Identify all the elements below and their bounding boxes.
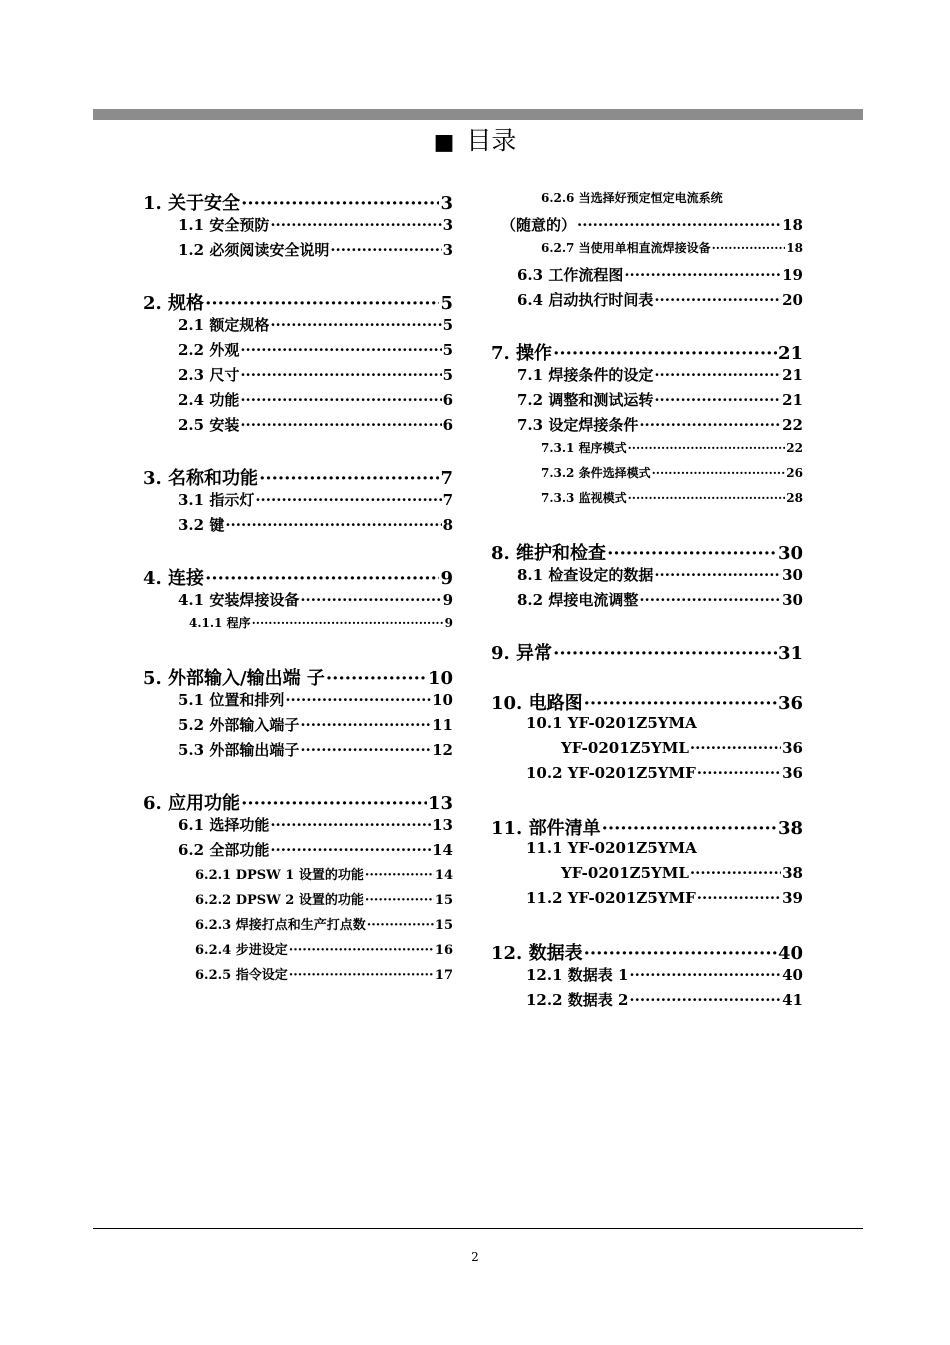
toc-entry[interactable] bbox=[143, 214, 453, 239]
dot-leader bbox=[300, 741, 431, 759]
toc-entry-title: 8.1 检查设定的数据 bbox=[517, 566, 654, 584]
toc-entry-page: 19 bbox=[782, 266, 803, 284]
toc-entry-title: 12. 数据表 bbox=[491, 943, 583, 964]
toc-entry[interactable] bbox=[491, 739, 803, 764]
toc-entry-page: 3 bbox=[442, 216, 453, 234]
toc-entry[interactable] bbox=[491, 889, 803, 914]
dot-leader bbox=[654, 366, 781, 384]
dot-leader bbox=[270, 816, 431, 834]
toc-entry-title: 12.1 数据表 1 bbox=[526, 966, 629, 984]
toc-entry-title: 6.2.6 当选择好预定恒定电流系统 bbox=[541, 191, 723, 205]
toc-right-column bbox=[491, 189, 803, 1014]
toc-entry-page: 21 bbox=[782, 366, 803, 384]
dot-leader bbox=[326, 668, 427, 689]
toc-entry-page: 8 bbox=[442, 516, 453, 534]
dot-leader bbox=[624, 266, 781, 284]
toc-entry[interactable] bbox=[143, 239, 453, 264]
toc-entry[interactable] bbox=[491, 839, 803, 864]
toc-gap bbox=[491, 664, 803, 689]
toc-entry-page: 40 bbox=[782, 966, 803, 984]
toc-entry-title: 7.3.1 程序模式 bbox=[541, 441, 627, 455]
dot-leader bbox=[330, 241, 441, 259]
toc-entry[interactable] bbox=[491, 464, 803, 489]
toc-entry[interactable] bbox=[143, 889, 453, 914]
toc-entry[interactable] bbox=[491, 439, 803, 464]
dot-leader bbox=[241, 793, 427, 814]
toc-entry-page: 15 bbox=[434, 893, 453, 908]
toc-entry-title: 11.2 YF-0201Z5YMF bbox=[526, 889, 696, 907]
toc-entry[interactable] bbox=[491, 964, 803, 989]
toc-entry-page: 14 bbox=[434, 868, 453, 883]
dot-leader bbox=[690, 739, 781, 757]
toc-entry-page: 38 bbox=[782, 864, 803, 882]
toc-entry-title: 10.1 YF-0201Z5YMA bbox=[526, 714, 697, 732]
toc-entry-page: 36 bbox=[782, 764, 803, 782]
dot-leader bbox=[255, 491, 441, 509]
toc-entry-title: 5.1 位置和排列 bbox=[178, 691, 285, 709]
dot-leader bbox=[628, 441, 786, 455]
toc-entry[interactable] bbox=[143, 614, 453, 639]
toc-entry[interactable] bbox=[143, 489, 453, 514]
toc-entry-page: 18 bbox=[786, 241, 803, 255]
toc-entry-title: 5. 外部输入/输出端 子 bbox=[143, 668, 325, 689]
toc-entry[interactable] bbox=[143, 314, 453, 339]
dot-leader bbox=[584, 943, 777, 964]
toc-entry[interactable] bbox=[491, 364, 803, 389]
toc-entry-title: 4.1 安装焊接设备 bbox=[178, 591, 300, 609]
toc-entry[interactable] bbox=[491, 489, 803, 514]
dot-leader bbox=[584, 693, 777, 714]
toc-entry[interactable] bbox=[491, 689, 803, 714]
toc-entry-page: 30 bbox=[782, 591, 803, 609]
toc-entry-title: YF-0201Z5YML bbox=[561, 864, 689, 882]
toc-entry-title: 3. 名称和功能 bbox=[143, 468, 259, 489]
toc-entry-page: 9 bbox=[444, 616, 453, 630]
dot-leader bbox=[712, 241, 786, 255]
toc-gap bbox=[491, 914, 803, 939]
toc-gap bbox=[143, 639, 453, 664]
dot-leader bbox=[577, 216, 781, 234]
dot-leader bbox=[289, 968, 434, 983]
toc-entry-title: 3.2 键 bbox=[178, 516, 225, 534]
footer-rule bbox=[93, 1228, 863, 1229]
dot-leader bbox=[697, 889, 781, 907]
toc-entry[interactable] bbox=[143, 464, 453, 489]
toc-entry[interactable] bbox=[491, 389, 803, 414]
toc-entry[interactable] bbox=[143, 514, 453, 539]
toc-entry[interactable] bbox=[491, 214, 803, 239]
toc-entry-title: 6.3 工作流程图 bbox=[517, 266, 624, 284]
toc-entry-page: 36 bbox=[777, 693, 803, 714]
dot-leader bbox=[300, 591, 441, 609]
toc-entry-title: 9. 异常 bbox=[491, 643, 553, 664]
toc-entry-title: 6.2.2 DPSW 2 设置的功能 bbox=[195, 893, 364, 908]
toc-entry-page: 22 bbox=[782, 416, 803, 434]
toc-entry-page: 30 bbox=[777, 543, 803, 564]
toc-entry-page: 7 bbox=[440, 468, 453, 489]
toc-entry-page: 3 bbox=[442, 241, 453, 259]
toc-entry[interactable] bbox=[491, 989, 803, 1014]
toc-entry-page: 40 bbox=[777, 943, 803, 964]
dot-leader bbox=[652, 466, 786, 480]
dot-leader bbox=[697, 764, 781, 782]
toc-entry[interactable] bbox=[143, 664, 453, 689]
dot-leader bbox=[252, 616, 444, 630]
toc-entry-page: 20 bbox=[782, 291, 803, 309]
toc-entry-title: YF-0201Z5YML bbox=[561, 739, 689, 757]
dot-leader bbox=[300, 716, 431, 734]
toc-entry-page: 5 bbox=[442, 341, 453, 359]
toc-entry[interactable] bbox=[143, 714, 453, 739]
toc-entry-page: 36 bbox=[782, 739, 803, 757]
toc-entry-page: 41 bbox=[782, 991, 803, 1009]
toc-entry-title: 1. 关于安全 bbox=[143, 193, 241, 214]
dot-leader bbox=[241, 193, 439, 214]
toc-gap bbox=[491, 514, 803, 539]
toc-entry-title: 2.2 外观 bbox=[178, 341, 240, 359]
toc-entry[interactable] bbox=[143, 289, 453, 314]
toc-entry[interactable] bbox=[143, 689, 453, 714]
dot-leader bbox=[259, 468, 439, 489]
dot-leader bbox=[367, 918, 434, 933]
page-number: 2 bbox=[471, 1250, 479, 1264]
toc-entry[interactable] bbox=[143, 589, 453, 614]
dot-leader bbox=[285, 691, 431, 709]
toc-entry-page: 39 bbox=[782, 889, 803, 907]
toc-entry-page: 12 bbox=[432, 741, 453, 759]
square-bullet-icon: ■ bbox=[433, 130, 455, 155]
dot-leader bbox=[629, 991, 781, 1009]
toc-entry-title: 4. 连接 bbox=[143, 568, 205, 589]
toc-entry-title: 7.1 焊接条件的设定 bbox=[517, 366, 654, 384]
toc-entry-page: 6 bbox=[442, 391, 453, 409]
toc-entry-title: 5.2 外部输入端子 bbox=[178, 716, 300, 734]
dot-leader bbox=[607, 543, 777, 564]
dot-leader bbox=[270, 216, 441, 234]
toc-entry-page: 26 bbox=[786, 466, 803, 480]
dot-leader bbox=[270, 841, 431, 859]
dot-leader bbox=[365, 868, 434, 883]
toc-entry[interactable] bbox=[143, 564, 453, 589]
dot-leader bbox=[553, 343, 777, 364]
toc-entry-title: 11.1 YF-0201Z5YMA bbox=[526, 839, 697, 857]
dot-leader bbox=[240, 366, 441, 384]
toc-entry[interactable] bbox=[143, 414, 453, 439]
toc-entry-title: 8.2 焊接电流调整 bbox=[517, 591, 639, 609]
toc-gap bbox=[491, 614, 803, 639]
toc-entry-page: 6 bbox=[442, 416, 453, 434]
dot-leader bbox=[629, 966, 781, 984]
title-text: 目录 bbox=[466, 126, 517, 155]
toc-entry[interactable] bbox=[143, 864, 453, 889]
toc-gap bbox=[143, 764, 453, 789]
toc-entry-page: 5 bbox=[440, 293, 453, 314]
dot-leader bbox=[240, 416, 441, 434]
toc-entry-title: 2.1 额定规格 bbox=[178, 316, 270, 334]
toc-entry[interactable] bbox=[143, 939, 453, 964]
toc-entry-title: 7. 操作 bbox=[491, 343, 553, 364]
dot-leader bbox=[628, 491, 786, 505]
toc-entry[interactable] bbox=[143, 339, 453, 364]
toc-entry[interactable] bbox=[143, 839, 453, 864]
dot-leader bbox=[639, 591, 781, 609]
toc-entry-title: 7.2 调整和测试运转 bbox=[517, 391, 654, 409]
toc-entry-title: 6.1 选择功能 bbox=[178, 816, 270, 834]
toc-entry[interactable] bbox=[491, 189, 803, 214]
toc-entry-title: 10. 电路图 bbox=[491, 693, 583, 714]
toc-entry-title: 10.2 YF-0201Z5YMF bbox=[526, 764, 696, 782]
toc-entry[interactable] bbox=[491, 414, 803, 439]
toc-gap bbox=[491, 314, 803, 339]
dot-leader bbox=[270, 316, 441, 334]
toc-entry-title: （随意的） bbox=[501, 216, 577, 234]
toc-entry-title: 11. 部件清单 bbox=[491, 818, 601, 839]
toc-entry-title: 4.1.1 程序 bbox=[189, 616, 251, 630]
toc-entry[interactable] bbox=[143, 789, 453, 814]
dot-leader bbox=[289, 943, 434, 958]
dot-leader bbox=[654, 566, 781, 584]
toc-entry-page: 5 bbox=[442, 366, 453, 384]
toc-entry-page: 16 bbox=[434, 943, 453, 958]
toc-entry-title: 7.3 设定焊接条件 bbox=[517, 416, 639, 434]
toc-entry-page: 13 bbox=[427, 793, 453, 814]
toc-entry-page: 21 bbox=[782, 391, 803, 409]
toc-entry-page: 38 bbox=[777, 818, 803, 839]
toc-entry[interactable] bbox=[143, 914, 453, 939]
toc-entry-page: 30 bbox=[782, 566, 803, 584]
toc-entry-page: 9 bbox=[440, 568, 453, 589]
dot-leader bbox=[365, 893, 434, 908]
toc-left-column bbox=[143, 189, 453, 989]
toc-gap bbox=[143, 539, 453, 564]
toc-entry-page: 14 bbox=[432, 841, 453, 859]
toc-entry[interactable] bbox=[143, 364, 453, 389]
toc-entry[interactable] bbox=[491, 589, 803, 614]
toc-entry-page: 21 bbox=[777, 343, 803, 364]
toc-entry-title: 1.1 安全预防 bbox=[178, 216, 270, 234]
dot-leader bbox=[654, 291, 781, 309]
toc-entry-title: 7.3.2 条件选择模式 bbox=[541, 466, 651, 480]
dot-leader bbox=[602, 818, 777, 839]
toc-entry-title: 7.3.3 监视模式 bbox=[541, 491, 627, 505]
toc-entry[interactable] bbox=[491, 289, 803, 314]
toc-entry-page: 31 bbox=[777, 643, 803, 664]
toc-entry-page: 10 bbox=[427, 668, 453, 689]
toc-entry[interactable] bbox=[491, 564, 803, 589]
toc-gap bbox=[143, 264, 453, 289]
toc-entry-page: 9 bbox=[442, 591, 453, 609]
toc-entry-page: 5 bbox=[442, 316, 453, 334]
toc-entry[interactable] bbox=[491, 814, 803, 839]
header-rule bbox=[93, 109, 863, 120]
toc-entry-page: 22 bbox=[786, 441, 803, 455]
toc-entry-title: 5.3 外部输出端子 bbox=[178, 741, 300, 759]
dot-leader bbox=[690, 864, 781, 882]
toc-entry-title: 1.2 必须阅读安全说明 bbox=[178, 241, 330, 259]
dot-leader bbox=[225, 516, 441, 534]
dot-leader bbox=[205, 568, 439, 589]
dot-leader bbox=[553, 643, 777, 664]
toc-entry[interactable] bbox=[491, 939, 803, 964]
toc-entry[interactable] bbox=[491, 339, 803, 364]
toc-entry[interactable] bbox=[491, 714, 803, 739]
toc-entry-title: 2.4 功能 bbox=[178, 391, 240, 409]
dot-leader bbox=[654, 391, 781, 409]
toc-entry-page: 13 bbox=[432, 816, 453, 834]
toc-entry-title: 2. 规格 bbox=[143, 293, 205, 314]
toc-entry-title: 6. 应用功能 bbox=[143, 793, 241, 814]
toc-entry-page: 7 bbox=[442, 491, 453, 509]
toc-gap bbox=[491, 789, 803, 814]
toc-entry-title: 2.3 尺寸 bbox=[178, 366, 240, 384]
toc-entry[interactable] bbox=[491, 264, 803, 289]
toc-entry-title: 6.2.5 指令设定 bbox=[195, 968, 288, 983]
toc-entry-title: 6.2.4 步进设定 bbox=[195, 943, 288, 958]
toc-entry-title: 12.2 数据表 2 bbox=[526, 991, 629, 1009]
toc-entry-title: 6.2.3 焊接打点和生产打点数 bbox=[195, 918, 366, 933]
toc-entry-page: 17 bbox=[434, 968, 453, 983]
toc-entry-title: 6.2.7 当使用单相直流焊接设备 bbox=[541, 241, 711, 255]
toc-entry[interactable] bbox=[143, 814, 453, 839]
toc-entry-title: 8. 维护和检查 bbox=[491, 543, 607, 564]
toc-entry-title: 3.1 指示灯 bbox=[178, 491, 255, 509]
page-title bbox=[0, 124, 950, 160]
toc-entry[interactable] bbox=[491, 639, 803, 664]
dot-leader bbox=[639, 416, 781, 434]
toc-entry[interactable] bbox=[491, 539, 803, 564]
toc-entry[interactable] bbox=[491, 864, 803, 889]
toc-entry[interactable] bbox=[143, 964, 453, 989]
toc-entry[interactable] bbox=[491, 239, 803, 264]
toc-entry[interactable] bbox=[143, 189, 453, 214]
toc-entry-page: 10 bbox=[432, 691, 453, 709]
toc-entry-title: 6.2.1 DPSW 1 设置的功能 bbox=[195, 868, 364, 883]
dot-leader bbox=[240, 341, 441, 359]
dot-leader bbox=[240, 391, 441, 409]
toc-entry-title: 6.4 启动执行时间表 bbox=[517, 291, 654, 309]
toc-entry-title: 2.5 安装 bbox=[178, 416, 240, 434]
dot-leader bbox=[205, 293, 439, 314]
toc-entry-page: 18 bbox=[782, 216, 803, 234]
toc-entry-title: 6.2 全部功能 bbox=[178, 841, 270, 859]
toc-entry-page: 15 bbox=[434, 918, 453, 933]
toc-entry[interactable] bbox=[143, 739, 453, 764]
toc-gap bbox=[143, 439, 453, 464]
toc-entry[interactable] bbox=[143, 389, 453, 414]
toc-entry-page: 11 bbox=[432, 716, 453, 734]
toc-entry-page: 28 bbox=[786, 491, 803, 505]
toc-entry[interactable] bbox=[491, 764, 803, 789]
toc-entry-page: 3 bbox=[440, 193, 453, 214]
